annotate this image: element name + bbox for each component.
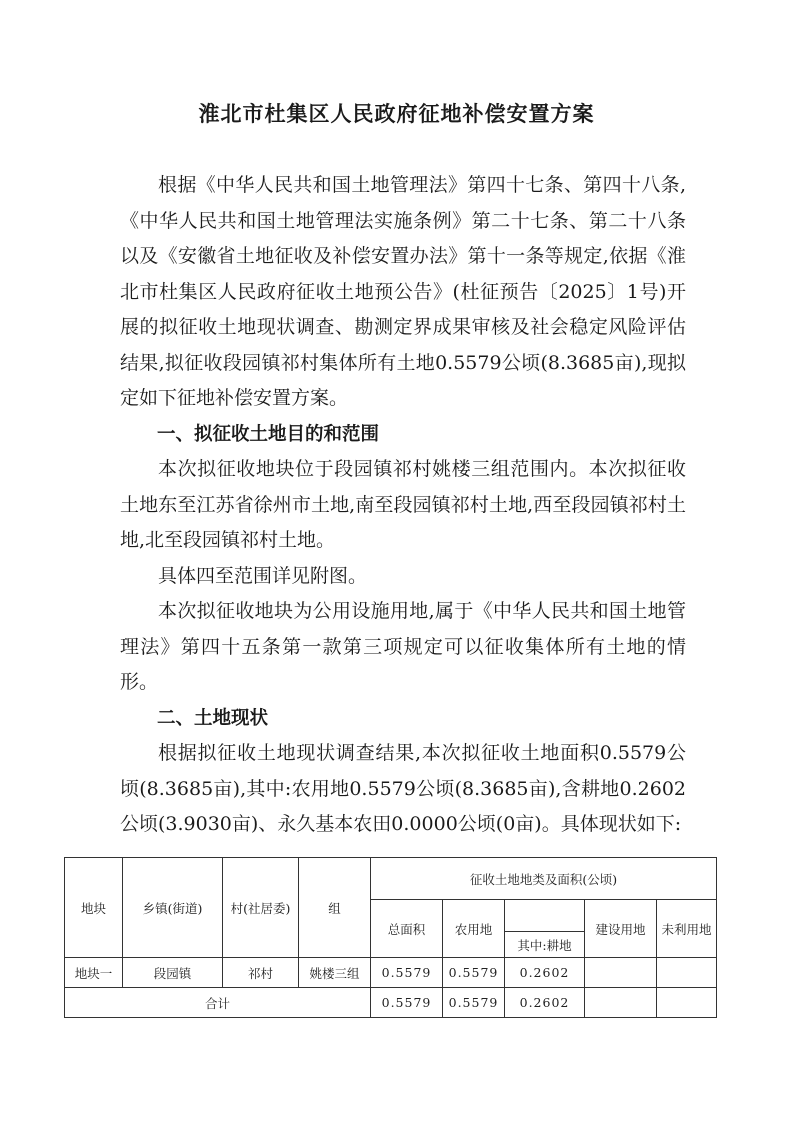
document-body [120, 168, 686, 843]
cell-sum-total: 0.5579 [371, 988, 443, 1018]
header-group: 组 [299, 858, 371, 958]
cell-group: 姚楼三组 [299, 958, 371, 988]
land-status-table [64, 857, 717, 1018]
cell-sum-construction [585, 988, 657, 1018]
cell-sum-farmland: 0.5579 [443, 988, 505, 1018]
intro-paragraph: 根据《中华人民共和国土地管理法》第四十七条、第四十八条,《中华人民共和国土地管理法实施条例》第二十七条、第二十八条以及《安徽省土地征收及补偿安置办法》第十一条等规定,依据《淮北市杜集区人民政府征收土地预公告》(杜征预告〔2025〕1号)开展的拟征收土地现状调查、勘测定界成果审核及社会稳定风险评估结果,拟征收段园镇祁村集体所有土地0.5579公顷(8.3685亩),现拟定如下征地补偿安置方案。 [120, 174, 686, 409]
section2-paragraph-status: 根据拟征收土地现状调查结果,本次拟征收土地面积0.5579公顷(8.3685亩),其中:农用地0.5579公顷(8.3685亩),含耕地0.2602公顷(3.9030亩)、永久基本农田0.0000公顷(0亩)。具体现状如下: [120, 742, 686, 835]
document-title: 淮北市杜集区人民政府征地补偿安置方案 [198, 102, 595, 126]
header-unused: 未利用地 [657, 900, 717, 958]
section1-paragraph-purpose: 本次拟征收地块为公用设施用地,属于《中华人民共和国土地管理法》第四十五条第一款第三项规定可以征收集体所有土地的情形。 [120, 600, 686, 693]
cell-sum-label: 合计 [65, 988, 371, 1018]
cell-plot: 地块一 [65, 958, 123, 988]
section2-heading: 二、土地现状 [157, 707, 269, 729]
cell-village: 祁村 [223, 958, 299, 988]
header-farmland: 农用地 [443, 900, 505, 958]
header-total: 总面积 [371, 900, 443, 958]
header-town: 乡镇(街道) [123, 858, 223, 958]
cell-unused [657, 958, 717, 988]
cell-farmland: 0.5579 [443, 958, 505, 988]
section1-paragraph-map: 具体四至范围详见附图。 [158, 564, 368, 587]
table-sum-row [65, 988, 717, 1018]
header-construction: 建设用地 [585, 900, 657, 958]
header-farmland-blank [505, 900, 585, 932]
cell-town: 段园镇 [123, 958, 223, 988]
header-cultivated: 其中:耕地 [505, 932, 585, 958]
header-area-group: 征收土地地类及面积(公顷) [371, 858, 717, 900]
header-plot: 地块 [65, 858, 123, 958]
cell-sum-unused [657, 988, 717, 1018]
header-village: 村(社居委) [223, 858, 299, 958]
section1-heading: 一、拟征收土地目的和范围 [157, 423, 380, 445]
cell-total: 0.5579 [371, 958, 443, 988]
section1-paragraph-scope: 本次拟征收地块位于段园镇祁村姚楼三组范围内。本次拟征收土地东至江苏省徐州市土地,南至段园镇祁村土地,西至段园镇祁村土地,北至段园镇祁村土地。 [120, 458, 686, 551]
table-row [65, 958, 717, 988]
cell-sum-cultivated: 0.2602 [505, 988, 585, 1018]
cell-construction [585, 958, 657, 988]
cell-cultivated: 0.2602 [505, 958, 585, 988]
